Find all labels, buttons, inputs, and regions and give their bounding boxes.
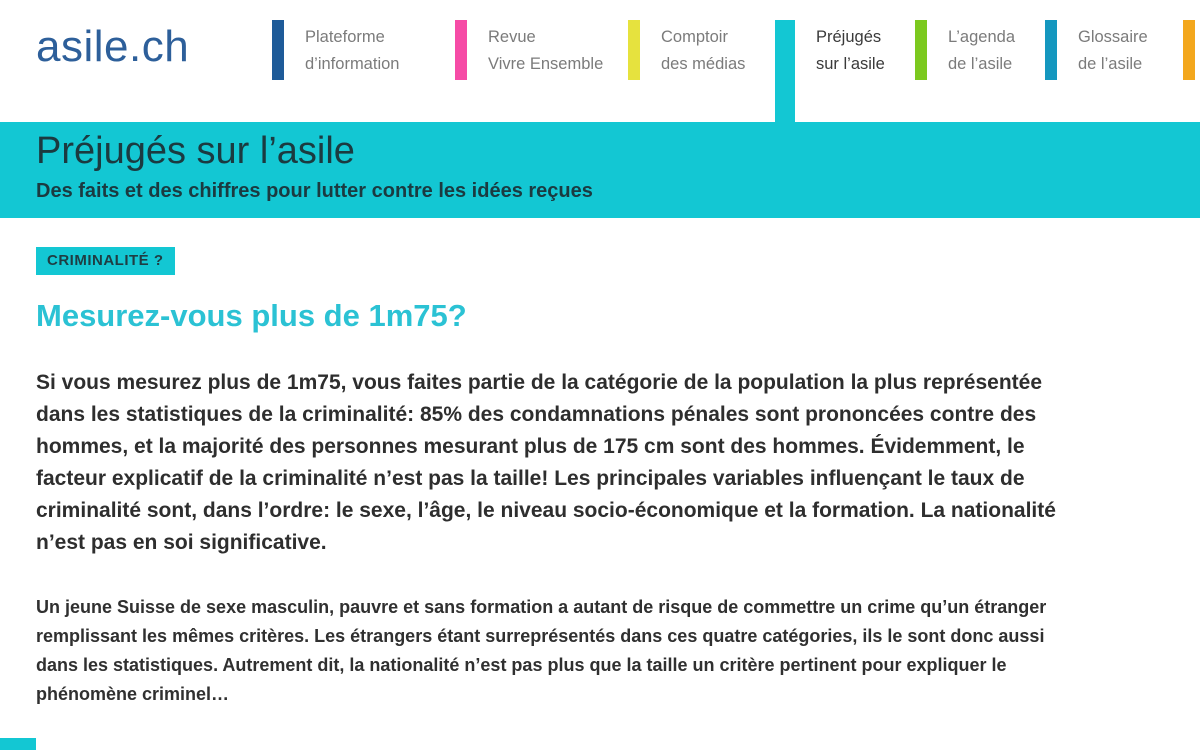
nav-item-label — [1078, 24, 1148, 78]
nav-item-agenda-de-asile[interactable] — [915, 0, 1045, 122]
banner-title: Préjugés sur l’asile — [36, 130, 355, 172]
nav-label-line2: d’information — [305, 55, 400, 73]
nav-label-line1: Glossaire — [1078, 28, 1148, 46]
nav-item-color-bar — [628, 20, 640, 80]
category-badge[interactable]: CRIMINALITÉ ? — [36, 247, 175, 275]
nav-item-partial-right-edge[interactable] — [1183, 0, 1200, 122]
nav-item-color-bar — [272, 20, 284, 80]
nav-item-comptoir-des-medias[interactable] — [628, 0, 775, 122]
site-header — [0, 0, 1200, 122]
next-section-peek — [0, 738, 36, 750]
nav-item-label — [488, 24, 603, 78]
article-lead: Si vous mesurez plus de 1m75, vous faites partie de la catégorie de la population la plus représentée dans les statistiques de la criminalité: 85% des condamnations pénales sont prononcées contre des hommes, et la majorité des personnes mesurant plus de 175 cm sont des hommes. Évidemment, le facteur explicatif de la criminalité n’est pas la taille! Les principales variables influençant le taux de criminalité sont, dans l’ordre: le sexe, l’âge, le niveau socio-économique et la formation. La nationalité n’est pas en soi significative. — [36, 371, 1056, 554]
banner-subtitle: Des faits et des chiffres pour lutter contre les idées reçues — [36, 180, 593, 202]
nav-item-color-bar — [1045, 20, 1057, 80]
main-nav — [272, 0, 1200, 122]
nav-label-line2: de l’asile — [1078, 55, 1143, 73]
nav-item-revue-vivre-ensemble[interactable] — [455, 0, 628, 122]
article — [0, 218, 1200, 709]
nav-item-glossaire-de-asile[interactable] — [1045, 0, 1183, 122]
nav-item-color-bar — [775, 20, 795, 122]
nav-item-color-bar — [455, 20, 467, 80]
nav-item-label — [661, 24, 745, 78]
nav-item-color-bar — [1183, 20, 1195, 80]
article-body: Un jeune Suisse de sexe masculin, pauvre et sans formation a autant de risque de commettre un crime qu’un étranger remplissant les mêmes critères. Les étrangers étant surreprésentés dans ces quatre catégories, ils le sont donc aussi dans les statistiques. Autrement dit, la nationalité n’est pas plus que la taille un critère pertinent pour expliquer le phénomène criminel… — [36, 597, 1047, 704]
nav-label-line2: des médias — [661, 55, 746, 73]
nav-label-line1: Plateforme — [305, 28, 385, 46]
nav-label-line2: sur l’asile — [816, 55, 885, 73]
nav-label-line1: L’agenda — [948, 28, 1015, 46]
nav-item-label — [948, 24, 1015, 78]
page-banner — [0, 122, 1200, 218]
nav-label-line1: Préjugés — [816, 28, 882, 46]
nav-item-plateforme-information[interactable] — [272, 0, 455, 122]
nav-label-line1: Revue — [488, 28, 536, 46]
nav-label-line2: de l’asile — [948, 55, 1013, 73]
nav-item-color-bar — [915, 20, 927, 80]
nav-label-line1: Comptoir — [661, 28, 728, 46]
nav-item-label — [305, 24, 399, 78]
nav-label-line2: Vivre Ensemble — [488, 55, 604, 73]
nav-item-prejuges-sur-asile[interactable] — [775, 0, 915, 122]
nav-item-label — [816, 24, 885, 78]
site-logo[interactable]: asile.ch — [36, 22, 190, 71]
article-title[interactable]: Mesurez-vous plus de 1m75? — [36, 298, 467, 333]
